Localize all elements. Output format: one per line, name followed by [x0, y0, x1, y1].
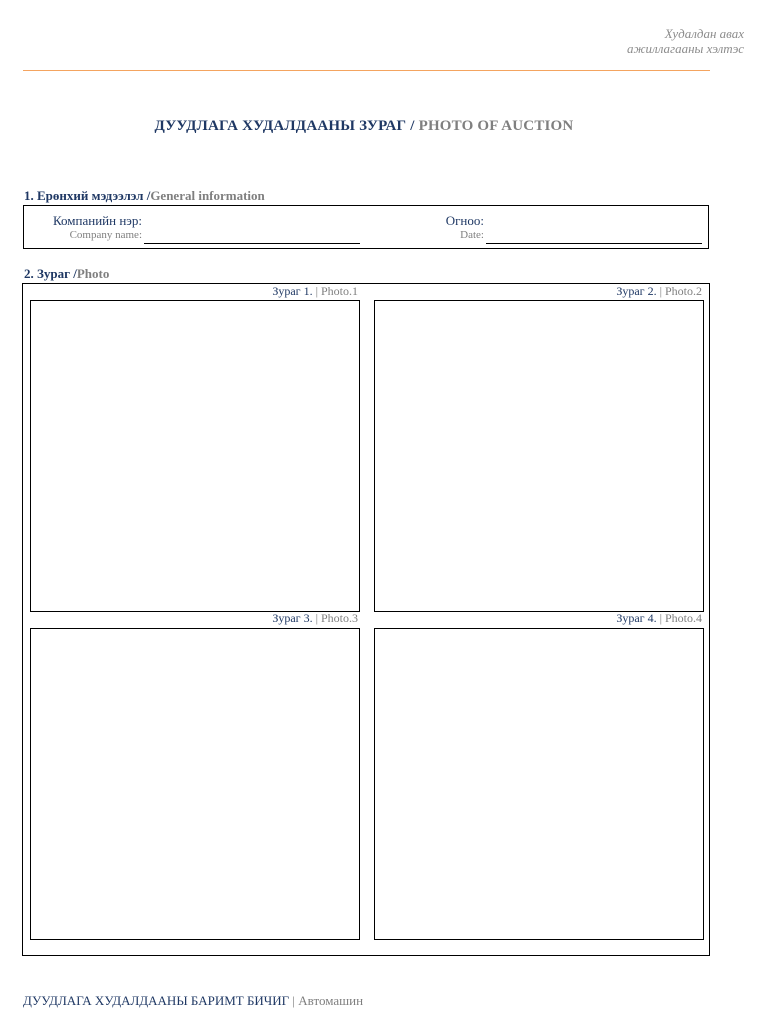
photo-2-label-en: Photo.2 [664, 284, 702, 298]
photo-2-frame[interactable] [374, 300, 704, 612]
company-name-label-en: Company name: [69, 229, 142, 241]
company-name-label-mn: Компанийн нэр: [53, 213, 142, 228]
date-field[interactable] [486, 243, 702, 244]
photo-3-label-sep: | [312, 611, 321, 625]
photo-1-label-mn: Зураг 1. [272, 284, 313, 298]
photo-3-frame[interactable] [30, 628, 360, 940]
date-label-en: Date: [460, 229, 484, 241]
page-title [0, 118, 728, 135]
photo-3-label-mn: Зураг 3. [272, 611, 313, 625]
photo-1-label-sep: | [312, 284, 321, 298]
photo-4-label [616, 611, 702, 626]
photo-section-box [22, 283, 710, 956]
footer-sub-text: Автомашин [298, 993, 364, 1008]
photo-4-label-mn: Зураг 4. [616, 611, 657, 625]
photo-3-label-en: Photo.3 [320, 611, 358, 625]
general-info-box [23, 205, 709, 249]
page-title-en: PHOTO OF AUCTION [414, 118, 574, 134]
department-note [627, 26, 744, 56]
footer-separator: | [289, 993, 299, 1008]
company-name-field[interactable] [144, 243, 360, 244]
date-label-mn: Огноо: [445, 213, 484, 228]
section-general-info-title [24, 188, 265, 204]
photo-3-label [272, 611, 358, 626]
footer-main-text: ДУУДЛАГА ХУДАЛДААНЫ БАРИМТ БИЧИГ [23, 993, 290, 1008]
page-title-mn: ДУУДЛАГА ХУДАЛДААНЫ ЗУРАГ / [154, 118, 415, 134]
section-photo-title-mn: 2. Зураг / [24, 266, 77, 281]
company-name-label [34, 214, 142, 242]
page-footer [23, 993, 363, 1009]
photo-4-frame[interactable] [374, 628, 704, 940]
section-photo-title [24, 266, 109, 282]
photo-4-label-en: Photo.4 [664, 611, 702, 625]
photo-1-label-en: Photo.1 [320, 284, 358, 298]
photo-1-label [272, 284, 358, 299]
department-note-line1: Худалдан авах [664, 26, 744, 41]
header-divider [23, 70, 710, 71]
section-general-info-title-mn: 1. Ерөнхий мэдээлэл / [24, 188, 151, 203]
photo-1-frame[interactable] [30, 300, 360, 612]
section-photo-title-en: Photo [76, 266, 110, 281]
department-note-line2: ажиллагааны хэлтэс [626, 41, 744, 56]
photo-2-label [616, 284, 702, 299]
photo-4-label-sep: | [656, 611, 665, 625]
photo-2-label-mn: Зураг 2. [616, 284, 657, 298]
photo-2-label-sep: | [656, 284, 665, 298]
section-general-info-title-en: General information [150, 188, 265, 203]
date-label [424, 214, 484, 242]
